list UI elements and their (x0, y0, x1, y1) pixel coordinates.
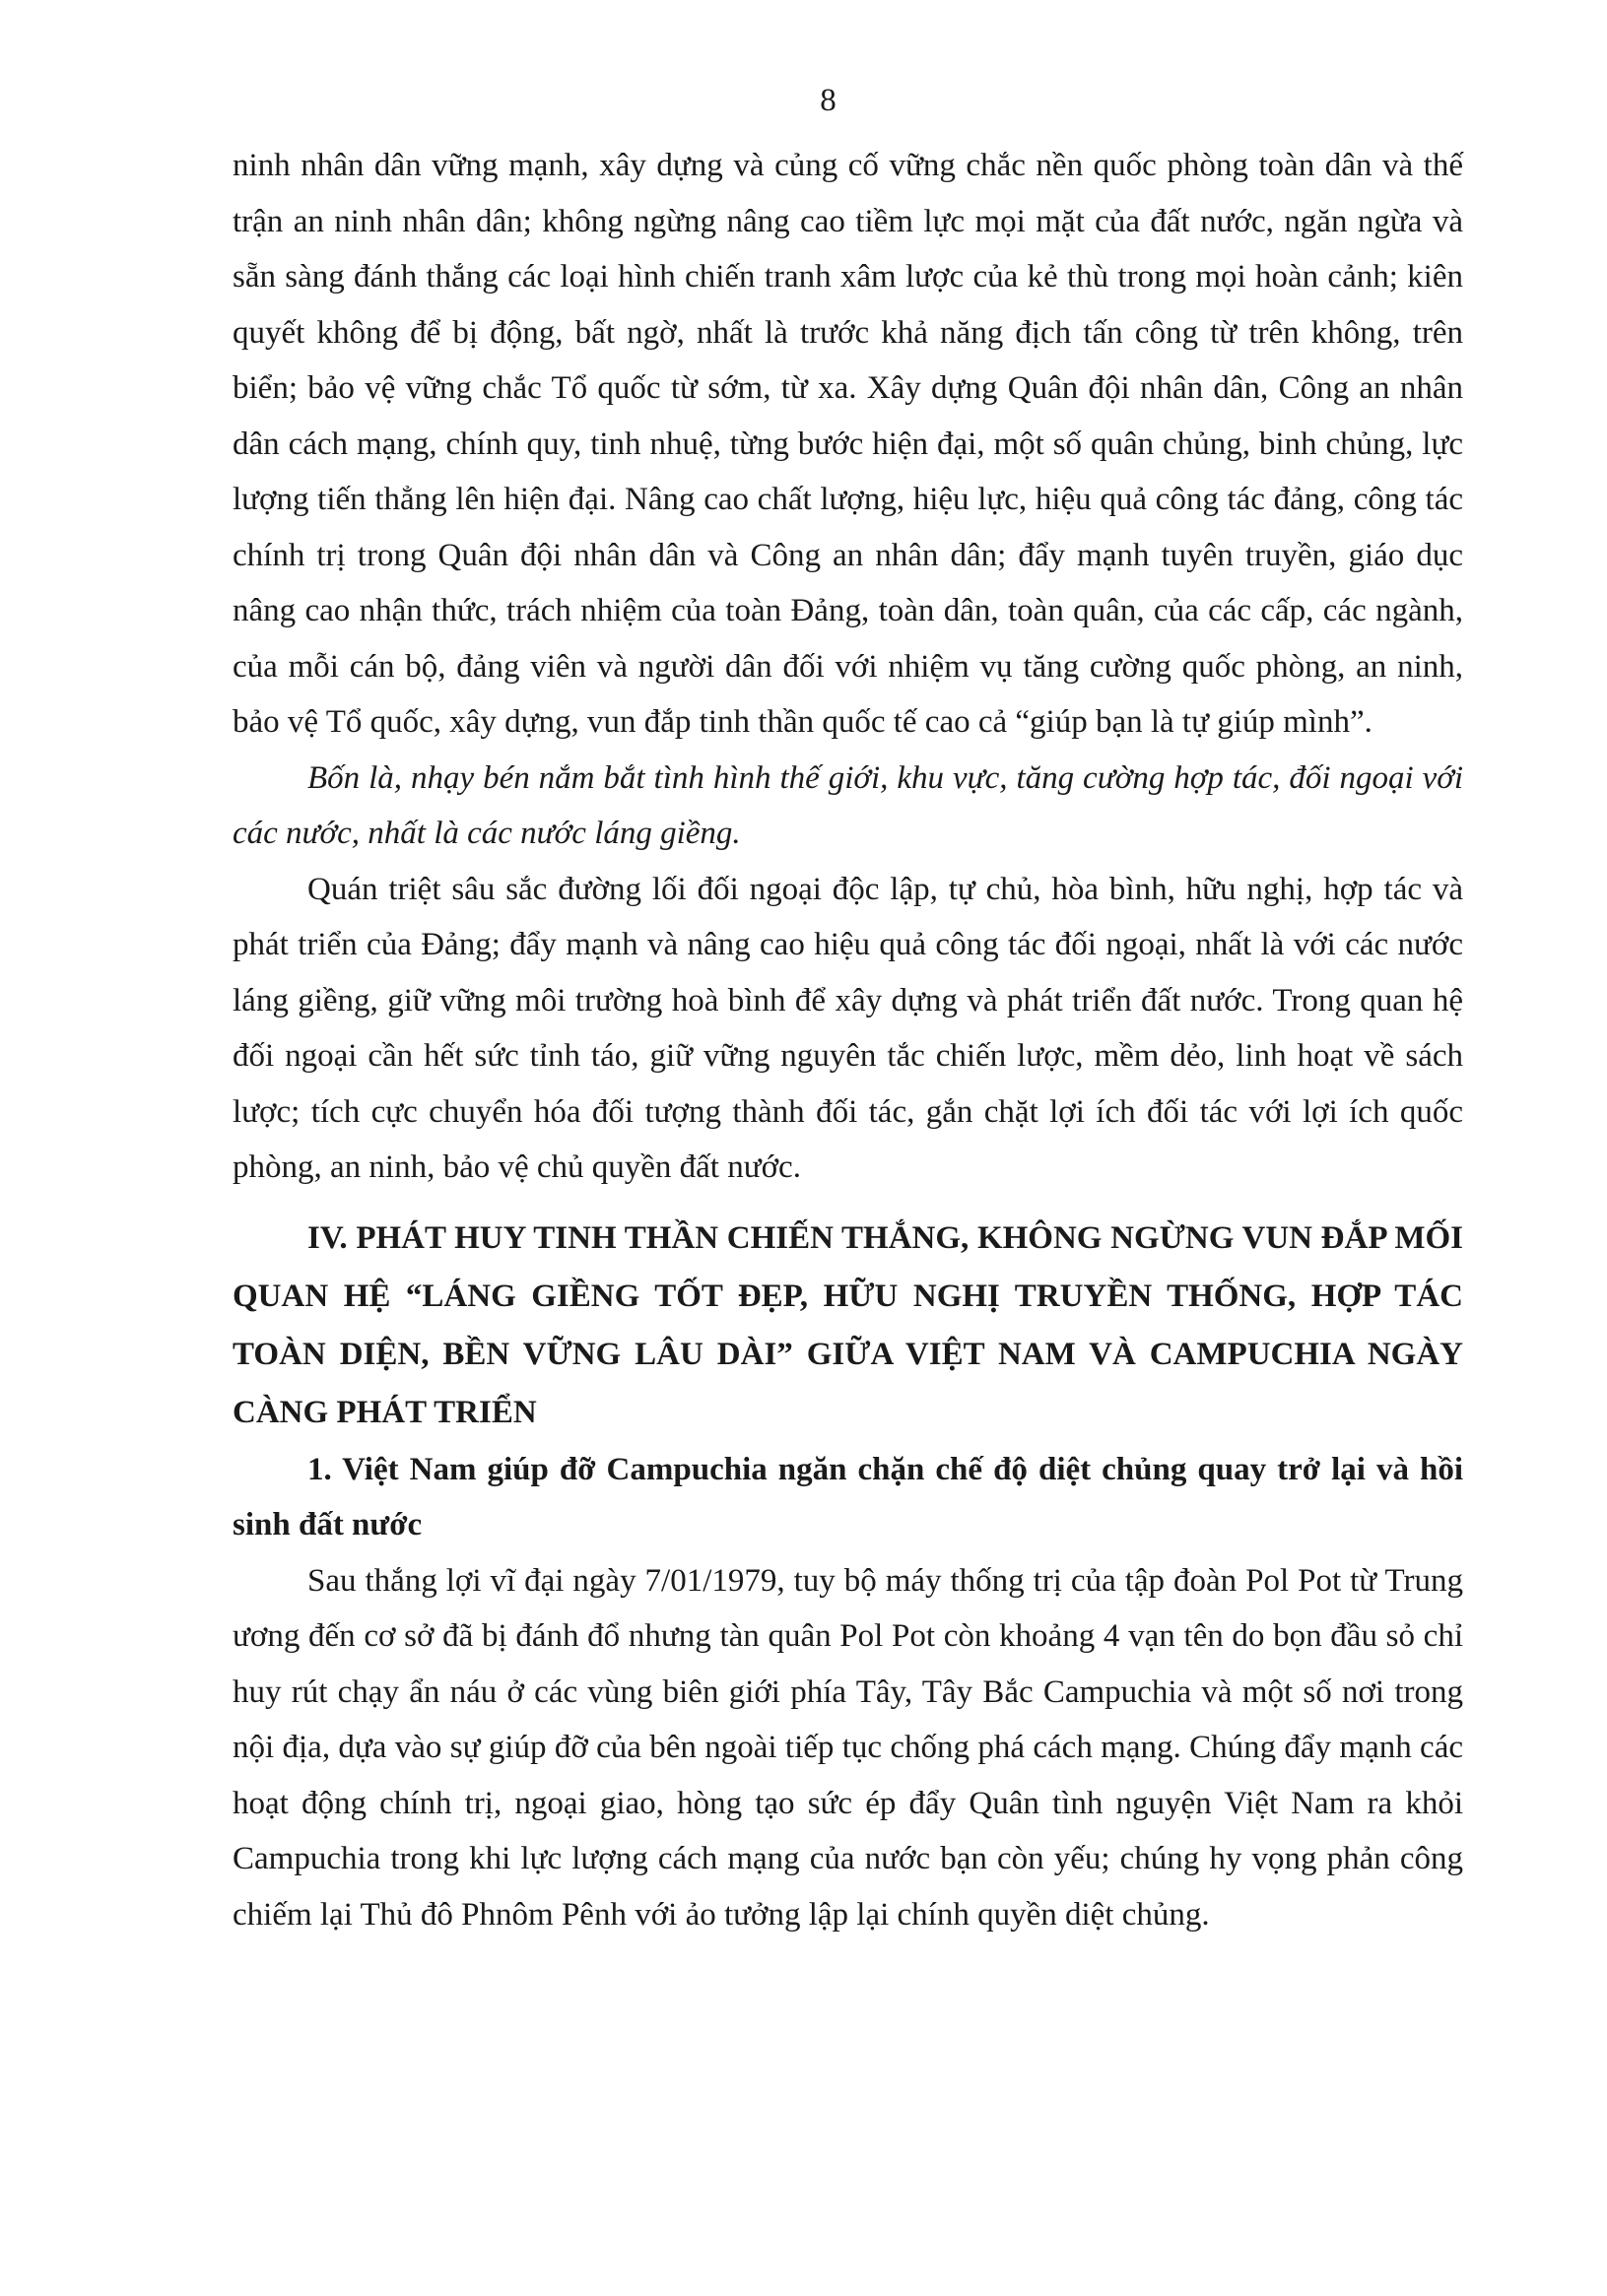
paragraph-bon-la: Bốn là, nhạy bén nắm bắt tình hình thế giới, khu vực, tăng cường hợp tác, đối ngoại với các nước, nhất là các nước láng giềng. (233, 759, 1463, 851)
section-heading: IV. PHÁT HUY TINH THẦN CHIẾN THẮNG, KHÔNG NGỪNG VUN ĐẮP MỐI QUAN HỆ “LÁNG GIỀNG TỐT ĐẸP, HỮU NGHỊ TRUYỀN THỐNG, HỢP TÁC TOÀN DIỆN, BỀN VỮNG LÂU DÀI” GIỮA VIỆT NAM VÀ CAMPUCHIA NGÀY CÀNG PHÁT TRIỂN (233, 1219, 1463, 1430)
paragraph-quan-triet: Quán triệt sâu sắc đường lối đối ngoại độc lập, tự chủ, hòa bình, hữu nghị, hợp tác và phát triển của Đảng; đẩy mạnh và nâng cao hiệu quả công tác đối ngoại, nhất là với các nước láng giềng, giữ vững môi trường hoà bình để xây dựng và phát triển đất nước. Trong quan hệ đối ngoại cần hết sức tỉnh táo, giữ vững nguyên tắc chiến lược, mềm dẻo, linh hoạt về sách lược; tích cực chuyển hóa đối tượng thành đối tác, gắn chặt lợi ích đối tác với lợi ích quốc phòng, an ninh, bảo vệ chủ quyền đất nước. (233, 871, 1463, 1185)
paragraph-sau-thang-loi: Sau thắng lợi vĩ đại ngày 7/01/1979, tuy bộ máy thống trị của tập đoàn Pol Pot từ Trung ương đến cơ sở đã bị đánh đổ nhưng tàn quân Pol Pot còn khoảng 4 vạn tên do bọn đầu sỏ chỉ huy rút chạy ẩn náu ở các vùng biên giới phía Tây, Tây Bắc Campuchia và một số nơi trong nội địa, dựa vào sự giúp đỡ của bên ngoài tiếp tục chống phá cách mạng. Chúng đẩy mạnh các hoạt động chính trị, ngoại giao, hòng tạo sức ép đẩy Quân tình nguyện Việt Nam ra khỏi Campuchia trong khi lực lượng cách mạng của nước bạn còn yếu; chúng hy vọng phản công chiếm lại Thủ đô Phnôm Pênh với ảo tưởng lập lại chính quyền diệt chủng. (233, 1562, 1463, 1933)
page-number: 8 (820, 83, 837, 118)
paragraph-continuation: ninh nhân dân vững mạnh, xây dựng và củng cố vững chắc nền quốc phòng toàn dân và thế trận an ninh nhân dân; không ngừng nâng cao tiềm lực mọi mặt của đất nước, ngăn ngừa và sẵn sàng đánh thắng các loại hình chiến tranh xâm lược của kẻ thù trong mọi hoàn cảnh; kiên quyết không để bị động, bất ngờ, nhất là trước khả năng địch tấn công từ trên không, trên biển; bảo vệ vững chắc Tổ quốc từ sớm, từ xa. Xây dựng Quân đội nhân dân, Công an nhân dân cách mạng, chính quy, tinh nhuệ, từng bước hiện đại, một số quân chủng, binh chủng, lực lượng tiến thẳng lên hiện đại. Nâng cao chất lượng, hiệu lực, hiệu quả công tác đảng, công tác chính trị trong Quân đội nhân dân và Công an nhân dân; đẩy mạnh tuyên truyền, giáo dục nâng cao nhận thức, trách nhiệm của toàn Đảng, toàn dân, toàn quân, của các cấp, các ngành, của mỗi cán bộ, đảng viên và người dân đối với nhiệm vụ tăng cường quốc phòng, an ninh, bảo vệ Tổ quốc, xây dựng, vun đắp tinh thần quốc tế cao cả “giúp bạn là tự giúp mình”. (233, 148, 1463, 740)
subsection-heading: 1. Việt Nam giúp đỡ Campuchia ngăn chặn chế độ diệt chủng quay trở lại và hồi sinh đất nước (233, 1451, 1463, 1542)
